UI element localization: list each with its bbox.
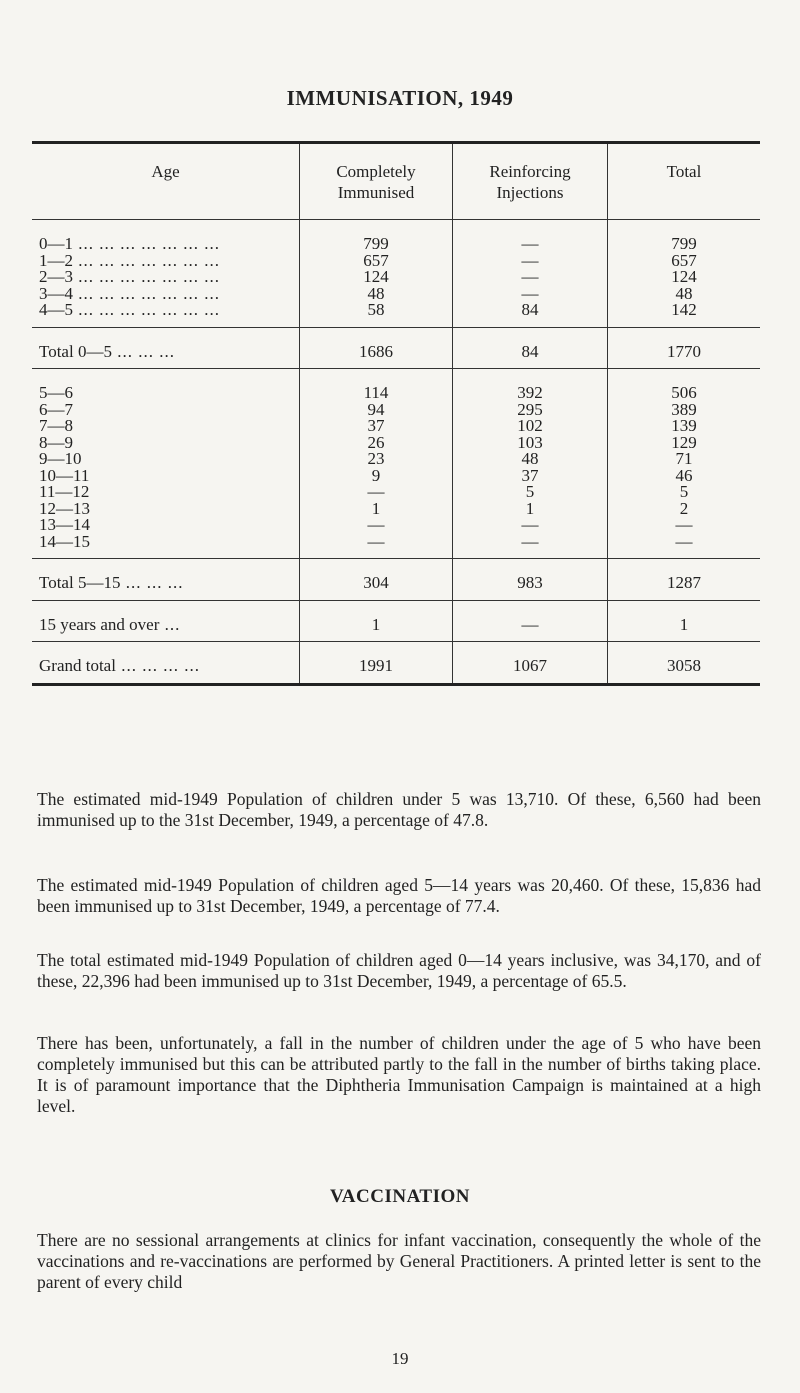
completely-immunised-cell xyxy=(299,369,452,558)
total-cell-value: 124 xyxy=(671,267,697,286)
dot-leader: ... ... ... xyxy=(120,573,184,592)
header-age-line: Age xyxy=(151,162,180,181)
reinforcing-injections-cell-line xyxy=(453,575,607,592)
total-cell-value: 46 xyxy=(675,465,693,485)
total-cell-value: 129 xyxy=(671,432,697,452)
total-cell-value: 1287 xyxy=(667,573,701,592)
age-cell-value: 11—12 xyxy=(39,482,90,501)
age-cell xyxy=(32,220,299,327)
dot-leader: ... ... ... xyxy=(111,341,175,361)
total-cell-value: — xyxy=(675,515,693,534)
age-cell-line xyxy=(39,418,299,435)
total-cell-value: 142 xyxy=(671,300,697,319)
completely-immunised-cell xyxy=(299,220,452,327)
header-reinforcing-injections-line: Reinforcing xyxy=(489,162,571,181)
reinforcing-injections-cell-value: 983 xyxy=(517,573,543,592)
header-total xyxy=(607,144,760,219)
header-completely-immunised-line: Immunised xyxy=(337,183,415,202)
reinforcing-injections-cell-value: — xyxy=(521,283,539,303)
total-cell-value: 1 xyxy=(679,614,689,634)
completely-immunised-cell-value: — xyxy=(367,482,385,501)
age-cell-line xyxy=(39,341,299,361)
age-cell-value: 7—8 xyxy=(39,416,73,435)
total-cell-value: 48 xyxy=(675,283,693,303)
reinforcing-injections-cell-line xyxy=(453,302,607,319)
header-completely-immunised-line: Completely xyxy=(336,162,416,181)
age-cell-value: 4—5 xyxy=(39,300,73,319)
reinforcing-injections-cell xyxy=(452,220,607,327)
dot-leader: ... xyxy=(159,614,181,634)
reinforcing-injections-cell-value: 48 xyxy=(521,449,539,468)
completely-immunised-cell-value: 94 xyxy=(367,399,385,419)
completely-immunised-cell-value: 23 xyxy=(367,449,385,468)
total-cell-value: 657 xyxy=(671,250,697,270)
completely-immunised-cell-value: 48 xyxy=(367,283,385,303)
age-cell-value: 13—14 xyxy=(39,515,90,534)
total-cell xyxy=(607,559,760,600)
completely-immunised-cell-line xyxy=(300,614,452,634)
age-cell-value: 10—11 xyxy=(39,465,90,485)
age-cell-line xyxy=(39,614,299,634)
table-header-row xyxy=(32,144,760,220)
dot-leader: ... ... ... ... ... ... ... xyxy=(73,300,220,319)
reinforcing-injections-cell-value: 1 xyxy=(525,498,535,518)
reinforcing-injections-cell-line xyxy=(453,614,607,634)
total-cell xyxy=(607,328,760,369)
paragraph-0-14: The total estimated mid-1949 Population of children aged 0—14 years inclusive, was 34,170, and of these, 22,396 had been immunised up to 31st December, 1949, a percentage of 65.5. xyxy=(37,950,761,991)
immunisation-table xyxy=(32,141,760,686)
completely-immunised-cell xyxy=(299,642,452,683)
reinforcing-injections-cell xyxy=(452,328,607,369)
age-cell-line xyxy=(39,302,299,319)
age-cell xyxy=(32,601,299,642)
age-cell xyxy=(32,328,299,369)
total-cell-line xyxy=(608,341,760,361)
header-reinforcing-injections-line: Injections xyxy=(496,183,564,202)
paragraph-vaccination: There are no sessional arrangements at clinics for infant vaccination, consequently the whole of the vaccinations and re-vaccinations are performed by General Practitioners. A printed letter is sent to the parent of every child xyxy=(37,1230,761,1292)
reinforcing-injections-cell-value: — xyxy=(521,250,539,270)
completely-immunised-cell-value: 1991 xyxy=(359,656,393,675)
total-cell xyxy=(607,220,760,327)
reinforcing-injections-cell-value: 295 xyxy=(517,399,543,419)
completely-immunised-cell-value: — xyxy=(367,531,385,551)
table-row xyxy=(32,220,760,328)
age-cell-line xyxy=(39,658,299,675)
dot-leader: ... ... ... ... ... ... ... xyxy=(73,283,220,303)
total-cell-value: 1770 xyxy=(667,341,701,361)
age-cell-value: Total 0—5 xyxy=(39,341,112,361)
reinforcing-injections-cell-value: 37 xyxy=(521,465,539,485)
table-row xyxy=(32,642,760,683)
total-cell-value: 139 xyxy=(671,416,697,435)
vaccination-heading: VACCINATION xyxy=(330,1186,470,1207)
completely-immunised-cell-value: 26 xyxy=(367,432,385,452)
table-row xyxy=(32,369,760,559)
header-completely-immunised xyxy=(299,144,452,219)
age-cell-value: 0—1 xyxy=(39,234,73,253)
header-total-line: Total xyxy=(666,162,702,181)
reinforcing-injections-cell-value: — xyxy=(521,531,539,551)
header-age xyxy=(32,144,299,219)
reinforcing-injections-cell-value: 84 xyxy=(521,300,539,319)
completely-immunised-cell-line xyxy=(300,531,452,551)
total-cell-line xyxy=(608,531,760,551)
total-cell-line xyxy=(608,614,760,634)
dot-leader: ... ... ... ... ... ... ... xyxy=(73,234,220,253)
age-cell-line xyxy=(39,575,299,592)
total-cell-value: 389 xyxy=(671,399,697,419)
paragraph-under-5: The estimated mid-1949 Population of children under 5 was 13,710. Of these, 6,560 had been immunised up to the 31st December, 1949, a percentage of 47.8. xyxy=(37,789,761,830)
completely-immunised-cell-value: 124 xyxy=(363,267,389,286)
age-cell xyxy=(32,642,299,683)
completely-immunised-cell-value: 1 xyxy=(371,614,381,634)
total-cell-line xyxy=(608,658,760,675)
age-cell-value: 14—15 xyxy=(39,531,90,551)
age-cell xyxy=(32,559,299,600)
age-cell-value: 9—10 xyxy=(39,449,82,468)
total-cell-line xyxy=(608,302,760,319)
total-cell xyxy=(607,369,760,558)
completely-immunised-cell-line xyxy=(300,302,452,319)
completely-immunised-cell-line xyxy=(300,658,452,675)
total-cell-value: 799 xyxy=(671,234,697,253)
total-cell-value: — xyxy=(675,531,693,551)
reinforcing-injections-cell-value: 1067 xyxy=(513,656,547,675)
completely-immunised-cell xyxy=(299,601,452,642)
age-cell-value: 12—13 xyxy=(39,498,90,518)
reinforcing-injections-cell xyxy=(452,642,607,683)
reinforcing-injections-cell-value: — xyxy=(521,614,539,634)
reinforcing-injections-cell-value: — xyxy=(521,234,539,253)
age-cell-value: Grand total xyxy=(39,656,116,675)
total-cell xyxy=(607,601,760,642)
completely-immunised-cell-value: 799 xyxy=(363,234,389,253)
reinforcing-injections-cell xyxy=(452,559,607,600)
reinforcing-injections-cell-value: 392 xyxy=(517,383,543,402)
table-row xyxy=(32,559,760,601)
total-cell-line xyxy=(608,575,760,592)
dot-leader: ... ... ... ... xyxy=(115,656,200,675)
age-cell-value: 5—6 xyxy=(39,383,73,402)
age-cell-line xyxy=(39,399,299,419)
completely-immunised-cell-value: 58 xyxy=(367,300,385,319)
completely-immunised-cell-value: — xyxy=(367,515,385,534)
age-cell-value: 3—4 xyxy=(39,283,73,303)
total-cell-value: 3058 xyxy=(667,656,701,675)
reinforcing-injections-cell-line xyxy=(453,531,607,551)
age-cell-value: 15 years and over xyxy=(39,614,160,634)
completely-immunised-cell-line xyxy=(300,575,452,592)
completely-immunised-cell-value: 1 xyxy=(371,498,381,518)
completely-immunised-cell-value: 37 xyxy=(367,416,385,435)
table-row xyxy=(32,328,760,370)
age-cell-value: 2—3 xyxy=(39,267,73,286)
reinforcing-injections-cell-line xyxy=(453,341,607,361)
completely-immunised-cell-value: 657 xyxy=(363,250,389,270)
reinforcing-injections-cell-value: 102 xyxy=(517,416,543,435)
completely-immunised-cell xyxy=(299,328,452,369)
reinforcing-injections-cell xyxy=(452,601,607,642)
reinforcing-injections-cell-value: — xyxy=(521,515,539,534)
age-cell-line xyxy=(39,531,299,551)
age-cell-value: Total 5—15 xyxy=(39,573,121,592)
table-row xyxy=(32,601,760,643)
paragraph-5-14: The estimated mid-1949 Population of children aged 5—14 years was 20,460. Of these, 15,836 had been immunised up to 31st December, 1949, a percentage of 77.4. xyxy=(37,875,761,916)
total-cell xyxy=(607,642,760,683)
reinforcing-injections-cell-value: 103 xyxy=(517,432,543,452)
total-cell-value: 5 xyxy=(679,482,689,501)
reinforcing-injections-cell xyxy=(452,369,607,558)
age-cell-value: 8—9 xyxy=(39,432,73,452)
dot-leader: ... ... ... ... ... ... ... xyxy=(73,250,220,270)
page-number: 19 xyxy=(391,1349,409,1368)
completely-immunised-cell-value: 304 xyxy=(363,573,389,592)
completely-immunised-cell-line xyxy=(300,341,452,361)
page-title: IMMUNISATION, 1949 xyxy=(286,86,514,110)
total-cell-value: 2 xyxy=(679,498,689,518)
reinforcing-injections-cell-value: — xyxy=(521,267,539,286)
age-cell-value: 1—2 xyxy=(39,250,73,270)
completely-immunised-cell-value: 1686 xyxy=(359,341,393,361)
age-cell-line xyxy=(39,385,299,402)
total-cell-value: 71 xyxy=(675,449,693,468)
paragraph-fall: There has been, unfortunately, a fall in the number of children under the age of 5 who have been completely immunised but this can be attributed partly to the fall in the number of births taking place. It is of paramount importance that the Diphtheria Immunisation Campaign is maintained at a high level. xyxy=(37,1033,761,1116)
age-cell-value: 6—7 xyxy=(39,399,73,419)
completely-immunised-cell-value: 9 xyxy=(371,465,381,485)
total-cell-value: 506 xyxy=(671,383,697,402)
header-reinforcing-injections xyxy=(452,144,607,219)
age-cell xyxy=(32,369,299,558)
completely-immunised-cell xyxy=(299,559,452,600)
dot-leader: ... ... ... ... ... ... ... xyxy=(73,267,220,286)
reinforcing-injections-cell-value: 84 xyxy=(521,341,539,361)
reinforcing-injections-cell-line xyxy=(453,658,607,675)
completely-immunised-cell-value: 114 xyxy=(363,383,389,402)
reinforcing-injections-cell-value: 5 xyxy=(525,482,535,501)
